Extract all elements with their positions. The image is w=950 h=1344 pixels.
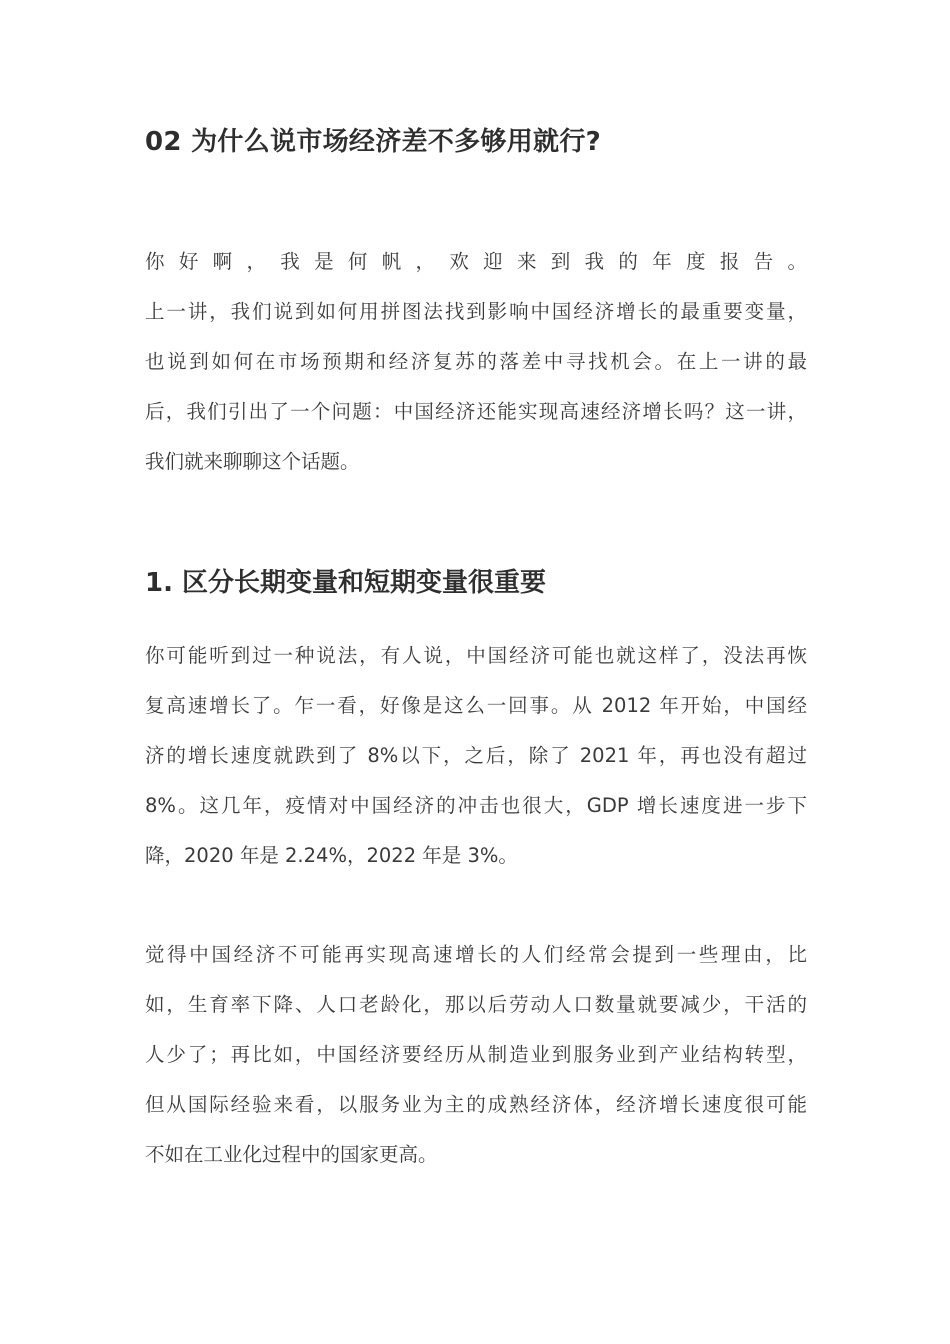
lecture-title: 02 为什么说市场经济差不多够用就行? xyxy=(145,127,602,157)
text-line: 也说到如何在市场预期和经济复苏的落差中寻找机会。在上一讲的最 xyxy=(145,350,807,373)
text-line: 济的增长速度就跌到了 8%以下，之后，除了 2021 年，再也没有超过 xyxy=(145,744,807,767)
text-line: 降，2020 年是 2.24%，2022 年是 3%。 xyxy=(145,844,518,867)
text-line: 复高速增长了。乍一看，好像是这么一回事。从 2012 年开始，中国经 xyxy=(145,694,807,717)
text-line: 你可能听到过一种说法，有人说，中国经济可能也就这样了，没法再恢 xyxy=(145,644,807,667)
text-line: 人少了；再比如，中国经济要经历从制造业到服务业到产业结构转型， xyxy=(145,1043,807,1066)
text-line: 但从国际经验来看，以服务业为主的成熟经济体，经济增长速度很可能 xyxy=(145,1093,807,1116)
section-heading: 1. 区分长期变量和短期变量很重要 xyxy=(145,568,547,598)
body-paragraph-1 xyxy=(145,631,807,881)
intro-paragraph xyxy=(145,237,807,487)
text-line: 上一讲，我们说到如何用拼图法找到影响中国经济增长的最重要变量， xyxy=(145,300,807,323)
text-line: 不如在工业化过程中的国家更高。 xyxy=(145,1143,438,1166)
text-line: 8%。这几年，疫情对中国经济的冲击也很大，GDP 增长速度进一步下 xyxy=(145,794,807,817)
text-line: 如，生育率下降、人口老龄化，那以后劳动人口数量就要减少，干活的 xyxy=(145,993,807,1016)
text-line: 我们就来聊聊这个话题。 xyxy=(145,450,360,473)
text-line: 觉得中国经济不可能再实现高速增长的人们经常会提到一些理由，比 xyxy=(145,943,807,966)
body-paragraph-2 xyxy=(145,930,807,1180)
text-line: 你好啊，我是何帆，欢迎来到我的年度报告。 xyxy=(145,250,807,273)
text-line: 后，我们引出了一个问题：中国经济还能实现高速经济增长吗？这一讲， xyxy=(145,400,807,423)
